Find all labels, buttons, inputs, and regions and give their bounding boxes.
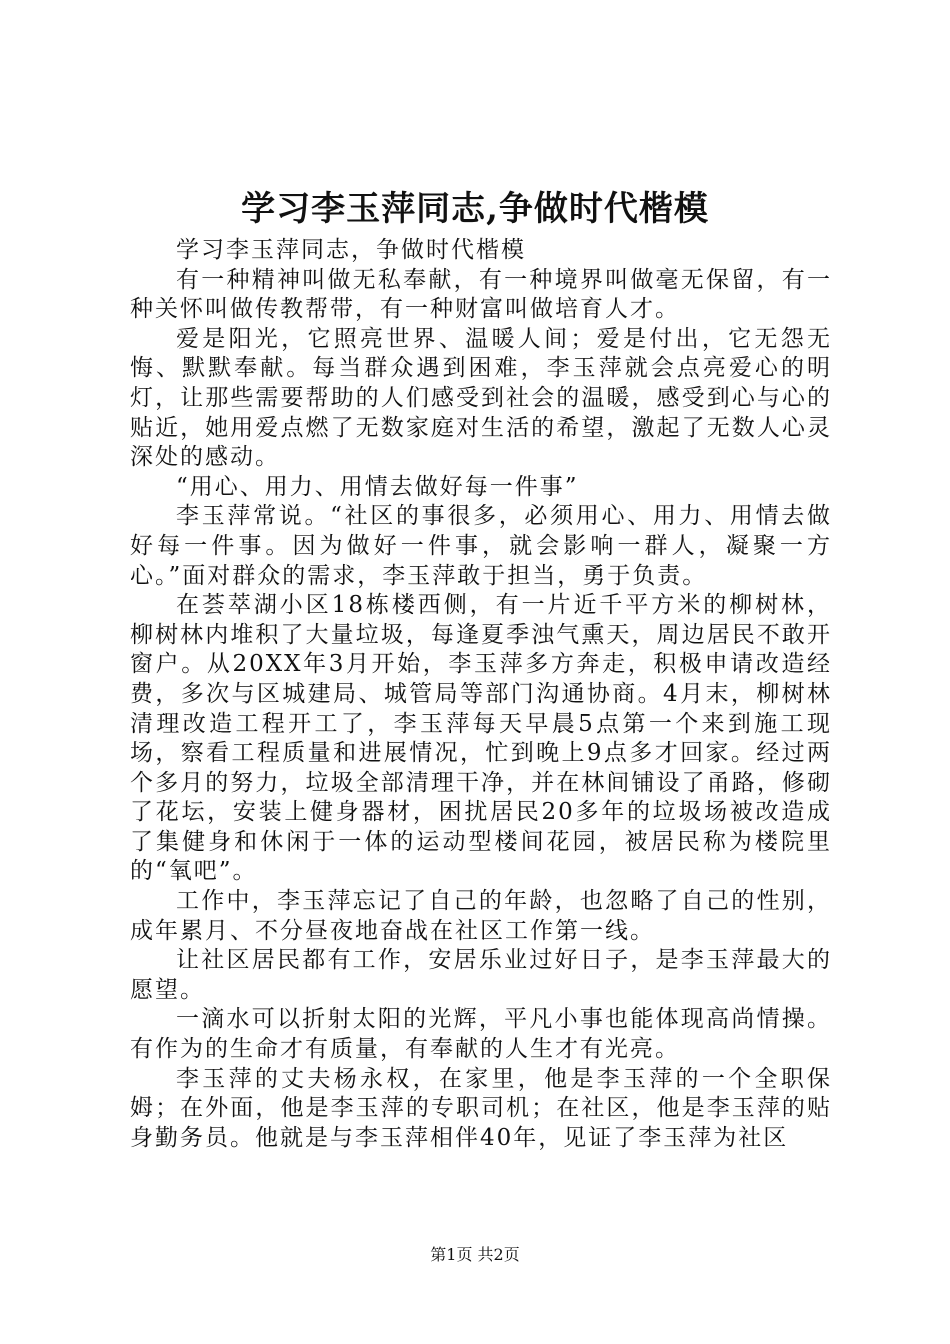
paragraph: 工作中，李玉萍忘记了自己的年龄，也忽略了自己的性别，成年累月、不分昼夜地奋战在社区工作第一线。 (130, 888, 832, 944)
paragraph: 一滴水可以折射太阳的光辉，平凡小事也能体现高尚情操。有作为的生命才有质量，有奉献的人生才有光亮。 (130, 1006, 832, 1063)
paragraph: 李玉萍常说。“社区的事很多，必须用心、用力、用情去做好每一件事。因为做好一件事，就会影响一群人，凝聚一方心。”面对群众的需求，李玉萍敢于担当，勇于负责。 (130, 503, 832, 589)
paragraph: 爱是阳光，它照亮世界、温暖人间；爱是付出，它无怨无悔、默默奉献。每当群众遇到困难，李玉萍就会点亮爱心的明灯，让那些需要帮助的人们感受到社会的温暖，感受到心与心的贴近，她用爱点燃了无数家庭对生活的希望，激起了无数人心灵深处的感动。 (130, 325, 832, 471)
document-body (130, 236, 832, 1153)
paragraph: 李玉萍的丈夫杨永权，在家里，他是李玉萍的一个全职保姆；在外面，他是李玉萍的专职司机；在社区，他是李玉萍的贴身勤务员。他就是与李玉萍相伴40年，见证了李玉萍为社区 (130, 1065, 832, 1151)
paragraph: 在荟萃湖小区18栋楼西侧，有一片近千平方米的柳树林，柳树林内堆积了大量垃圾，每逢夏季浊气熏天，周边居民不敢开窗户。从20XX年3月开始，李玉萍多方奔走，积极申请改造经费，多次与区城建局、城管局等部门沟通协商。4月末，柳树林清理改造工程开工了，李玉萍每天早晨5点第一个来到施工现场，察看工程质量和进展情况，忙到晚上9点多才回家。经过两个多月的努力，垃圾全部清理干净，并在林间铺设了甬路，修砌了花坛，安装上健身器材，困扰居民20多年的垃圾场被改造成了集健身和休闲于一体的运动型楼间花园，被居民称为楼院里的“氧吧”。 (130, 592, 832, 885)
paragraph-heading: “用心、用力、用情去做好每一件事” (176, 473, 579, 500)
page-footer: 第1页 共2页 (430, 1245, 520, 1264)
paragraph-subtitle: 学习李玉萍同志，争做时代楷模 (176, 237, 526, 263)
paragraph: 有一种精神叫做无私奉献，有一种境界叫做毫无保留，有一种关怀叫做传教帮带，有一种财富叫做培育人才。 (130, 266, 832, 323)
paragraph: 让社区居民都有工作，安居乐业过好日子，是李玉萍最大的愿望。 (130, 947, 832, 1003)
document-title: 学习李玉萍同志,争做时代楷模 (241, 189, 709, 229)
